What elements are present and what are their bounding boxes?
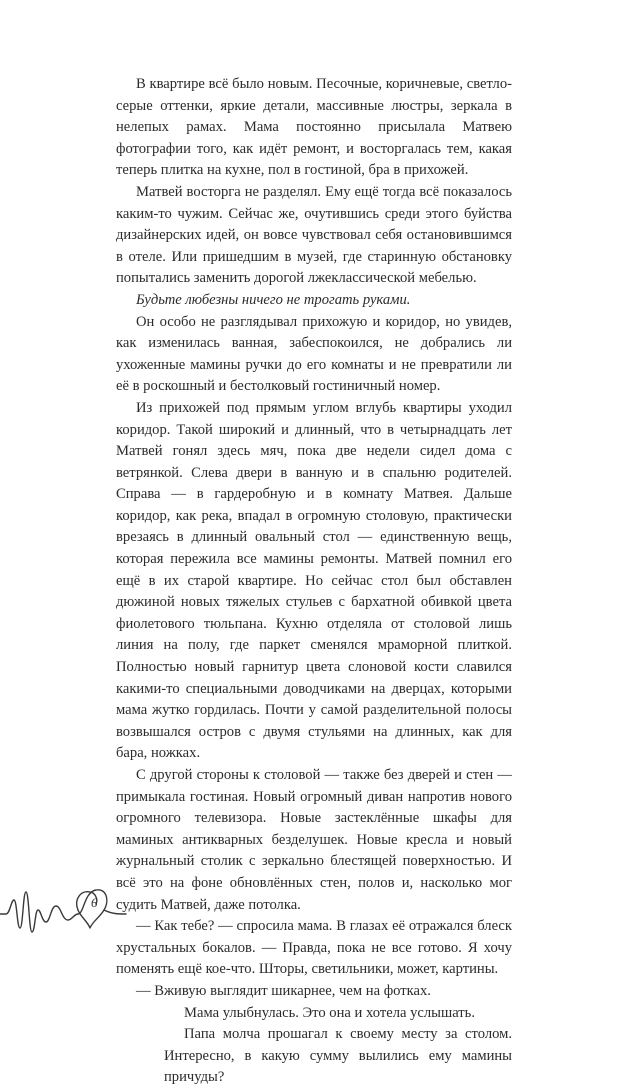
paragraph-dialogue-1: — Как тебе? — спросила мама. В глазах её отражался блеск хрустальных бокалов. — Правда, пока не все готово. Я хочу поменять ещё кое-что. Шторы, светильники, может, картины. bbox=[116, 918, 512, 978]
body-text bbox=[116, 74, 512, 1089]
paragraph-dialogue-2: — Вживую выглядит шикарнее, чем на фотках. bbox=[136, 982, 431, 999]
paragraph-italic-quote: Будьте любезны ничего не трогать руками. bbox=[136, 291, 411, 308]
paragraph-2: Матвей восторга не разделял. Ему ещё тогда всё показалось каким-то чужим. Сейчас же, очутившись среди этого буйства дизайнерских идей, он вовсе чувствовал себя остановившимся в отеле. Или пришедшим в музей, где старинную обстановку попытались заменить дорогой лжеклассической мебелью. bbox=[116, 183, 512, 287]
paragraph-5: С другой стороны к столовой — также без дверей и стен — примыкала гостиная. Новый огромный диван напротив нового огромного телевизора. Новые застеклённые шкафы для маминых антикварных безделушек. Новые кресла и новый журнальный столик с зеркально блестящей поверхностью. И всё это на фоне обновлённых стен, полов и, насколько мог судить Матвей, даже потолка. bbox=[116, 767, 512, 913]
paragraph-1: В квартире всё было новым. Песочные, коричневые, светло-серые оттенки, яркие детали, массивные люстры, зеркала в нелепых рамах. Мама постоянно присылала Матвею фотографии того, как идёт ремонт, и восторгалась тем, какая теперь плитка на кухне, пол в гостиной, бра в прихожей. bbox=[116, 76, 512, 179]
paragraph-8: Папа молча прошагал к своему месту за столом. Интересно, в какую сумму вылились ему мамины причуды? bbox=[164, 1026, 512, 1086]
paragraph-3: Он особо не разглядывал прихожую и коридор, но увидев, как изменилась ванная, забеспокоился, не добрались ли ухоженные мамины ручки до его комнаты и не превратили ли её в роскошный и бестолковый гостиничный номер. bbox=[116, 313, 512, 395]
paragraph-4: Из прихожей под прямым углом вглубь квартиры уходил коридор. Такой широкий и длинный, что в четырнадцать лет Матвей гонял здесь мяч, пока две недели сидел дома с ветрянкой. Слева двери в ванную и в спальню родителей. Справа — в гардеробную и в комнату Матвея. Дальше коридор, как река, впадал в огромную столовую, практически врезаясь в длинный овальный стол — единственную вещь, которая пережила все мамины ремонты. Матвей помнил его ещё в их старой квартире. Но сейчас стол был обставлен дюжиной новых тяжелых стульев с бархатной обивкой цвета фиолетового тюльпана. Кухню отделяла от столовой лишь линия на полу, где паркет сменялся мраморной плиткой. Полностью новый гарнитур цвета слоновой кости славился какими-то специальными доводчиками на дверцах, которыми мама жутко гордилась. Почти у самой разделительной полосы возвышался остров с двумя стульями на длинных, как для бара, ножках. bbox=[116, 399, 512, 762]
heartbeat-heart-icon bbox=[0, 870, 150, 950]
paragraph-7: Мама улыбнулась. Это она и хотела услышать. bbox=[184, 1004, 475, 1021]
page-number: 6 bbox=[91, 895, 98, 910]
